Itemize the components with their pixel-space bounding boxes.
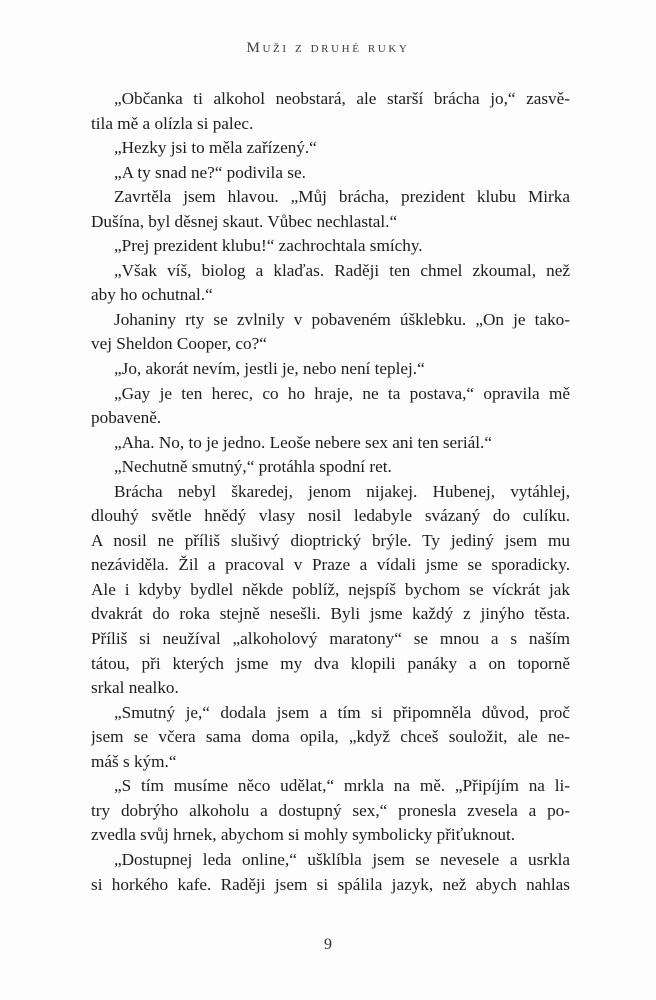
text-line: tátou, při kterých jsme my dva klopili panáky a on toporně xyxy=(91,653,570,673)
text-line: Dušína, byl děsnej skaut. Vůbec nechlastal.“ xyxy=(91,211,398,231)
paragraph xyxy=(91,87,570,136)
paragraph xyxy=(91,848,570,897)
text-line: dvakrát do roka stejně nesešli. Byli jsme každý z jinýho těsta. xyxy=(91,604,570,624)
text-line: si horkého kafe. Raději jsem si spálila jazyk, než abych nahlas xyxy=(91,874,570,894)
text-line: nezáviděla. Žil a pracoval v Praze a vídali jsme se sporadicky. xyxy=(91,555,570,575)
text-line: srkal nealko. xyxy=(91,678,179,698)
text-line: „Jo, akorát nevím, jestli je, nebo není teplej.“ xyxy=(114,359,425,379)
paragraph xyxy=(91,480,570,701)
paragraph xyxy=(91,234,570,259)
text-line: „Gay je ten herec, co ho hraje, ne ta postava,“ opravila mě xyxy=(114,383,570,403)
paragraph xyxy=(91,701,570,775)
paragraph xyxy=(91,431,570,456)
text-line: dlouhý světle hnědý vlasy nosil ledabyle svázaný do culíku. xyxy=(91,506,570,526)
text-line: „Smutný je,“ dodala jsem a tím si připomněla důvod, proč xyxy=(114,702,570,722)
text-line: „Prej prezident klubu!“ zachrochtala smíchy. xyxy=(114,236,423,256)
text-line: tila mě a olízla si palec. xyxy=(91,113,254,133)
paragraph xyxy=(91,185,570,234)
text-line: Ale i kdyby bydlel někde poblíž, nejspíš bychom se víckrát jak xyxy=(91,579,570,599)
text-line: Zavrtěla jsem hlavou. „Můj brácha, prezident klubu Mirka xyxy=(114,187,570,207)
paragraph xyxy=(91,308,570,357)
text-line: zvedla svůj hrnek, abychom si mohly symbolicky přiťuknout. xyxy=(91,825,516,845)
paragraph xyxy=(91,382,570,431)
text-line: Příliš si neužíval „alkoholový maratony“ se mnou a s naším xyxy=(91,629,570,649)
text-line: „A ty snad ne?“ podivila se. xyxy=(114,162,306,182)
text-line: máš s kým.“ xyxy=(91,751,177,771)
text-line: „Nechutně smutný,“ protáhla spodní ret. xyxy=(114,457,392,477)
paragraph xyxy=(91,357,570,382)
paragraph xyxy=(91,136,570,161)
paragraph xyxy=(91,161,570,186)
paragraph xyxy=(91,455,570,480)
text-line: „Hezky jsi to měla zařízený.“ xyxy=(114,138,317,158)
text-line: aby ho ochutnal.“ xyxy=(91,285,213,305)
text-line: „S tím musíme něco udělat,“ mrkla na mě. „Připíjím na li- xyxy=(114,776,570,796)
text-line: try dobrýho alkoholu a dostupný sex,“ pronesla zvesela a po- xyxy=(91,800,570,820)
text-line: A nosil ne příliš slušivý dioptrický brýle. Ty jediný jsem mu xyxy=(91,530,570,550)
text-line: Johaniny rty se zvlnily v pobaveném úšklebku. „On je tako- xyxy=(114,309,570,329)
paragraph xyxy=(91,774,570,848)
running-header: Muži z druhé ruky xyxy=(246,40,410,56)
text-line: jsem se včera sama doma opila, „když chceš souložit, ale ne- xyxy=(91,727,570,747)
page-body xyxy=(91,87,570,897)
text-line: vej Sheldon Cooper, co?“ xyxy=(91,334,267,354)
text-line: „Dostupnej leda online,“ ušklíbla jsem se nevesele a usrkla xyxy=(114,849,570,869)
text-line: pobaveně. xyxy=(91,408,162,428)
page-number: 9 xyxy=(324,936,332,953)
text-line: „Občanka ti alkohol neobstará, ale starší brácha jo,“ zasvě- xyxy=(114,89,570,108)
text-line: „Aha. No, to je jedno. Leoše nebere sex ani ten seriál.“ xyxy=(114,432,492,452)
text-line: „Však víš, biolog a klaďas. Raději ten chmel zkoumal, než xyxy=(114,260,570,280)
text-line: Brácha nebyl škaredej, jenom nijakej. Hubenej, vytáhlej, xyxy=(114,481,570,501)
paragraph xyxy=(91,259,570,308)
